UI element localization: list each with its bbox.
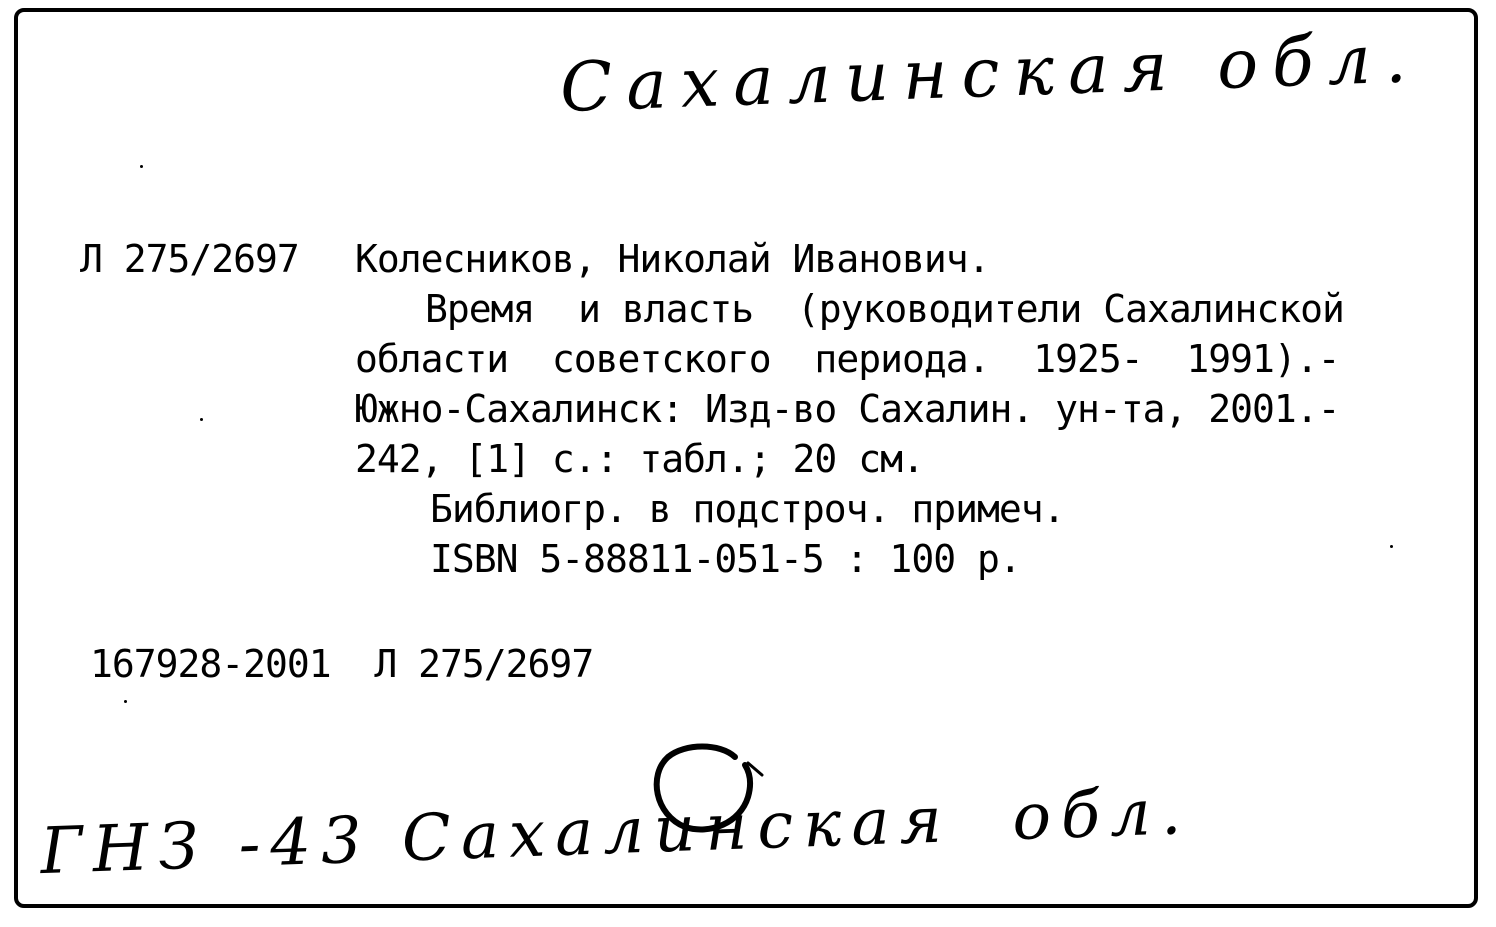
- isbn-line: ISBN 5-88811-051-5 : 100 р.: [430, 537, 1021, 581]
- author-heading: Колесников, Николай Иванович.: [355, 237, 990, 281]
- bibliography-note: Библиогр. в подстроч. примеч.: [430, 487, 1065, 531]
- call-number: Л 275/2697: [80, 237, 299, 281]
- speck: [124, 700, 127, 703]
- title-line-1: Время и власть (руководители Сахалинской: [425, 287, 1344, 331]
- extent-line: 242, [1] с.: табл.; 20 см.: [355, 437, 924, 481]
- handwritten-region-top: Сахалинская обл.: [558, 19, 1422, 128]
- imprint-line: Южно-Сахалинск: Изд-во Сахалин. ун-та, 2001.-: [355, 387, 1340, 431]
- speck: [140, 165, 143, 168]
- handwritten-region-bottom: ГНЗ -43 Сахалинская обл.: [39, 774, 1193, 890]
- speck: [1390, 545, 1393, 548]
- accession-numbers: 167928-2001 Л 275/2697: [90, 642, 594, 686]
- title-line-2: области советского периода. 1925- 1991).-: [355, 337, 1340, 381]
- speck: [200, 418, 203, 421]
